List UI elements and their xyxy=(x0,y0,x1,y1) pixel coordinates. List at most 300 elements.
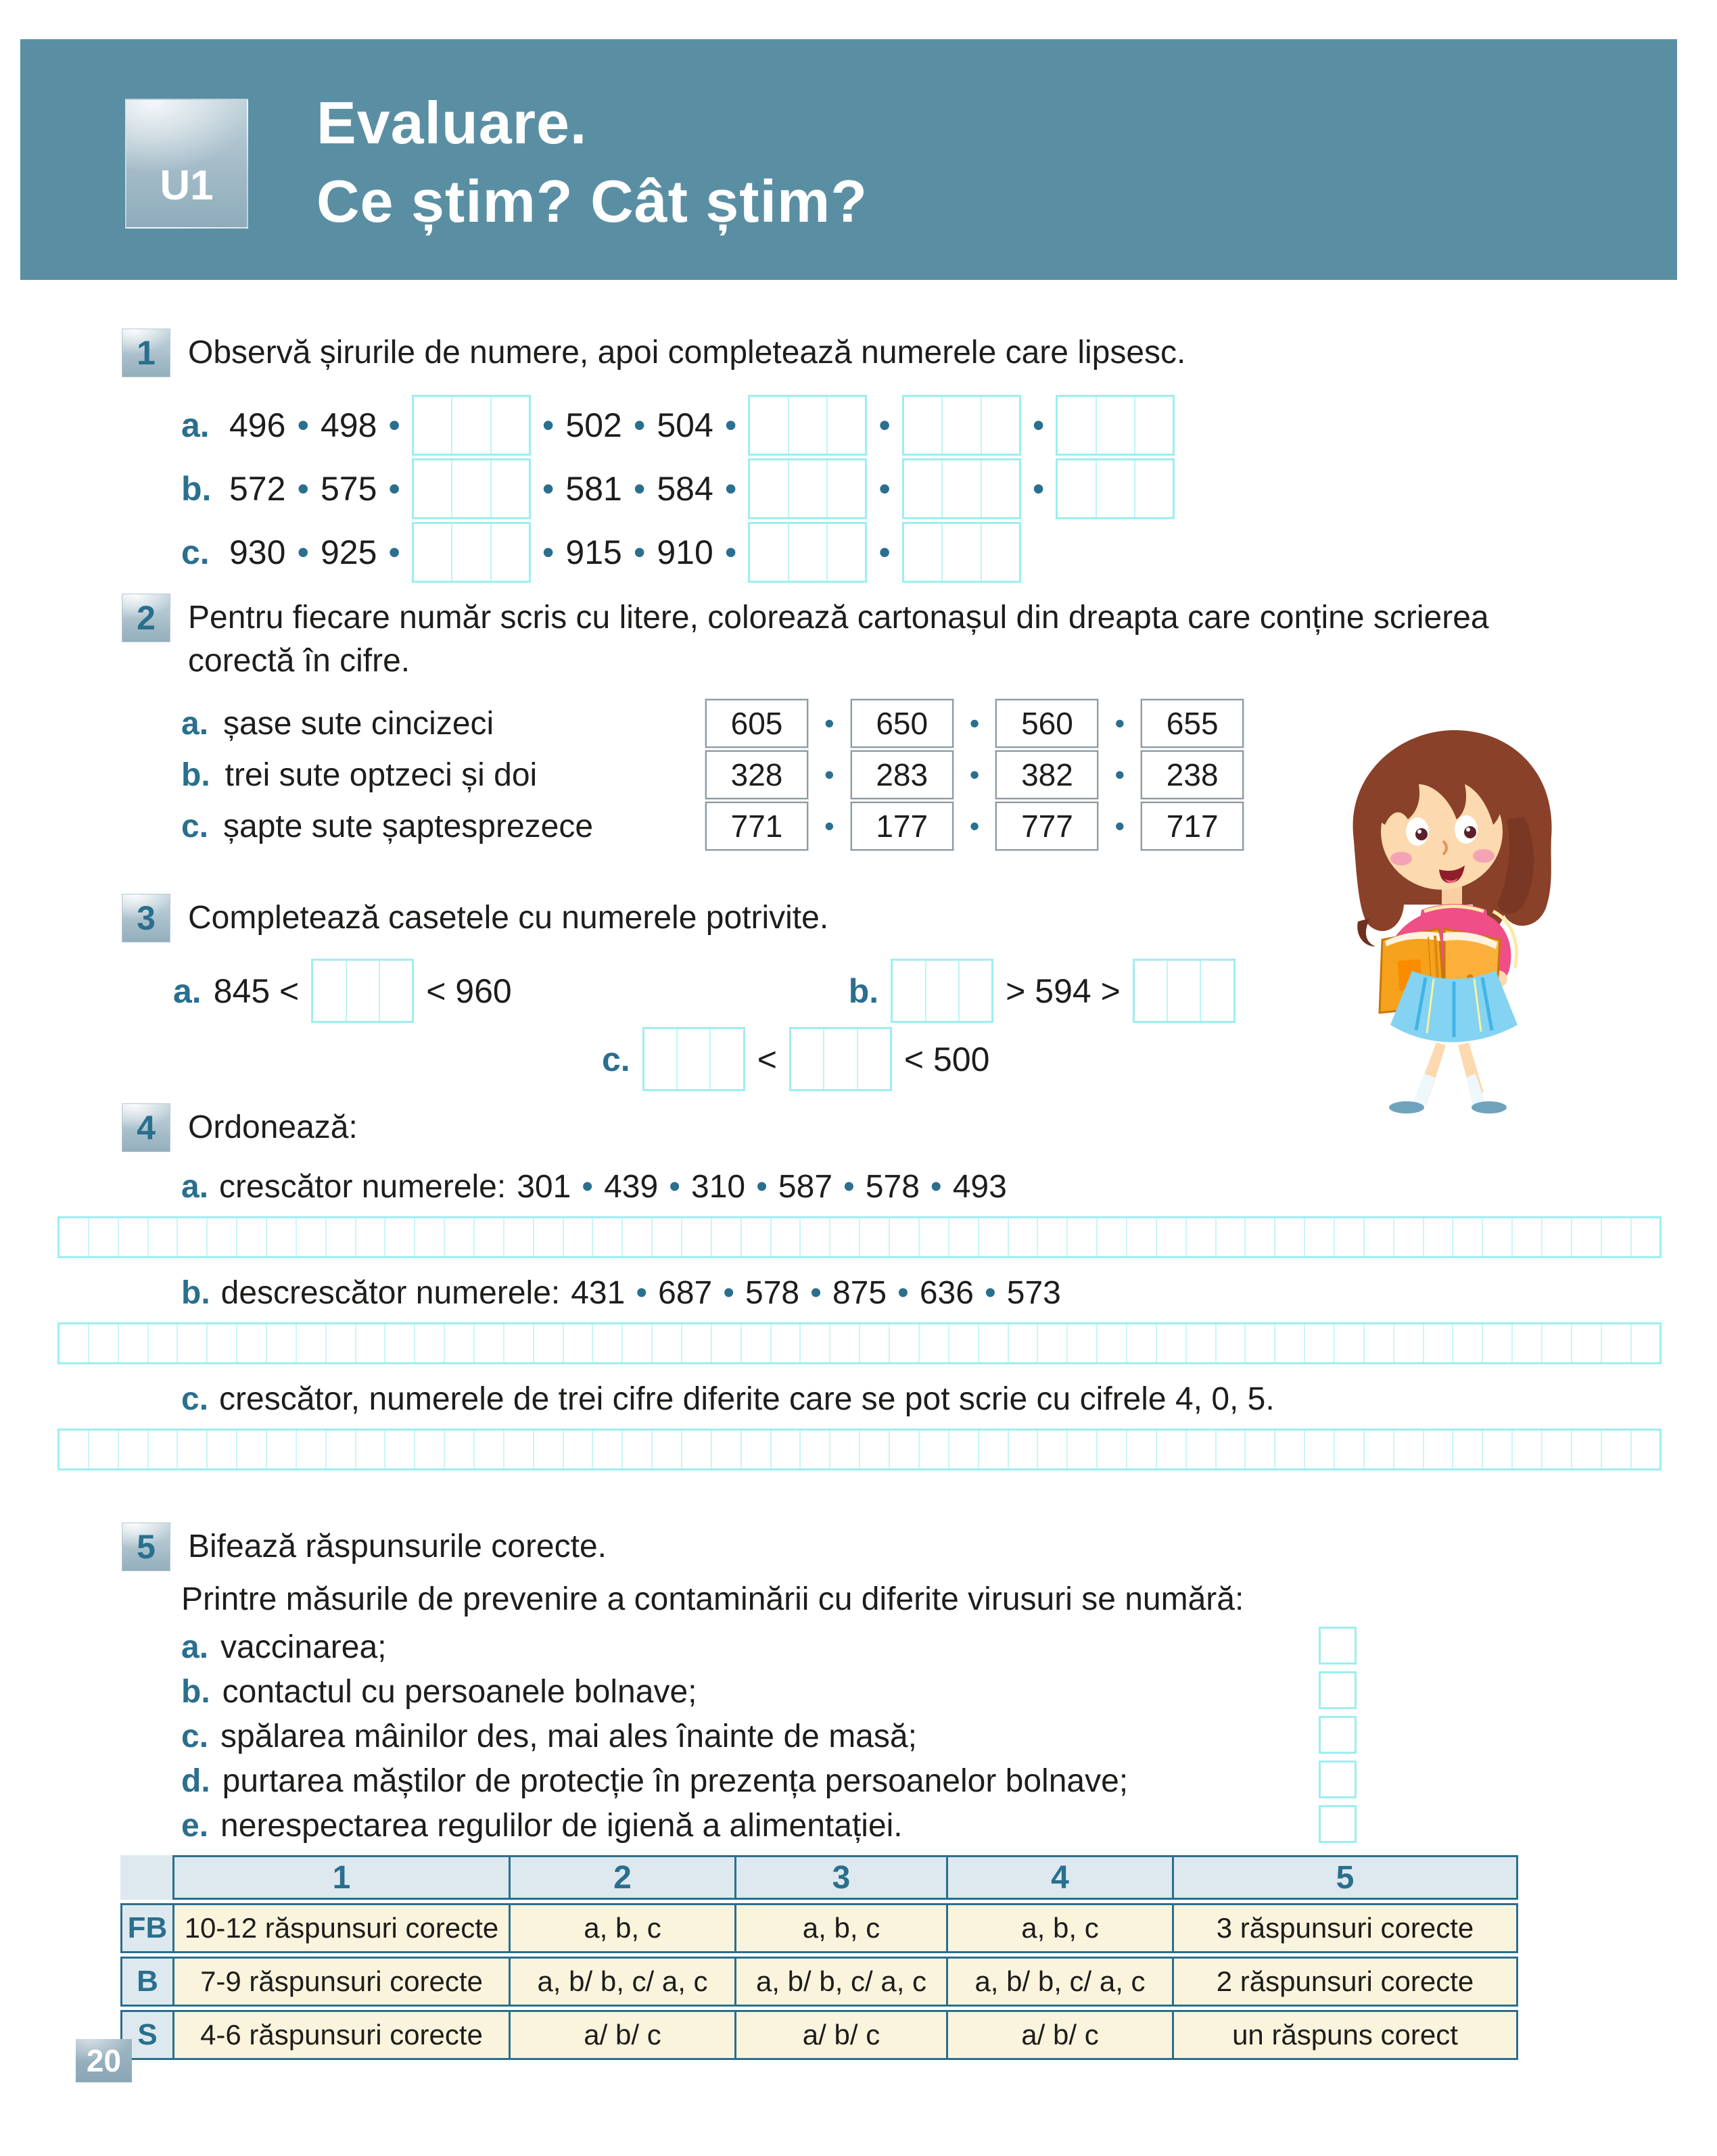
unit-label: U1 xyxy=(160,162,214,209)
strip-cell[interactable] xyxy=(918,1431,948,1468)
ordering-number: 431 xyxy=(571,1275,626,1311)
table-header-row xyxy=(120,1855,1518,1900)
box-cell[interactable] xyxy=(904,397,941,454)
exercise-prompt: Observă șirurile de numere, apoi completează numerele care lipsesc. xyxy=(188,335,1186,370)
strip-cell[interactable] xyxy=(1037,1218,1066,1256)
box-cell[interactable] xyxy=(826,524,865,581)
strip-cell[interactable] xyxy=(266,1218,296,1256)
strip-cell[interactable] xyxy=(1482,1324,1511,1362)
strip-cell[interactable] xyxy=(503,1431,533,1468)
strip-cell[interactable] xyxy=(1185,1324,1215,1362)
bullet-separator: • xyxy=(824,707,834,739)
bullet-separator: • xyxy=(878,406,891,444)
box-cell[interactable] xyxy=(941,524,980,581)
strip-cell[interactable] xyxy=(236,1218,266,1256)
box-cell[interactable] xyxy=(1096,397,1134,454)
strip-cell[interactable] xyxy=(88,1431,118,1468)
strip-cell[interactable] xyxy=(621,1431,651,1468)
answer-card[interactable]: 177 xyxy=(851,802,954,851)
answer-strip[interactable] xyxy=(57,1322,1662,1364)
answer-box[interactable] xyxy=(1056,395,1175,456)
box-cell[interactable] xyxy=(788,524,826,581)
strip-cell[interactable] xyxy=(1066,1324,1096,1362)
strip-cell[interactable] xyxy=(1363,1431,1393,1468)
strip-cell[interactable] xyxy=(325,1324,355,1362)
answer-box[interactable] xyxy=(748,458,867,519)
strip-cell[interactable] xyxy=(177,1324,206,1362)
strip-cell[interactable] xyxy=(1363,1324,1393,1362)
bullet-separator: • xyxy=(897,1275,909,1311)
strip-cell[interactable] xyxy=(770,1218,800,1256)
table-cell: a, b, c xyxy=(734,1903,948,1953)
table-header-cell: 2 xyxy=(509,1855,736,1900)
box-cell[interactable] xyxy=(451,460,490,517)
answer-box[interactable] xyxy=(412,458,531,519)
box-cell[interactable] xyxy=(826,460,865,517)
box-cell[interactable] xyxy=(414,397,451,454)
scoring-table xyxy=(120,1855,1518,2060)
strip-cell[interactable] xyxy=(1482,1218,1511,1256)
strip-cell[interactable] xyxy=(147,1431,177,1468)
strip-cell[interactable] xyxy=(770,1324,800,1362)
header-banner xyxy=(20,39,1677,280)
strip-cell[interactable] xyxy=(473,1324,503,1362)
strip-cell[interactable] xyxy=(1126,1431,1156,1468)
sequence-number: 930 xyxy=(229,533,286,571)
strip-cell[interactable] xyxy=(444,1218,473,1256)
answer-box[interactable] xyxy=(642,1027,745,1091)
strip-cell[interactable] xyxy=(829,1218,859,1256)
answer-box[interactable] xyxy=(902,522,1021,583)
strip-cell[interactable] xyxy=(384,1324,414,1362)
box-cell[interactable] xyxy=(857,1029,890,1089)
box-cell[interactable] xyxy=(788,397,826,454)
checkbox[interactable] xyxy=(1319,1671,1357,1709)
strip-cell[interactable] xyxy=(1423,1218,1453,1256)
strip-cell[interactable] xyxy=(651,1431,681,1468)
box-cell[interactable] xyxy=(981,397,1019,454)
strip-cell[interactable] xyxy=(1244,1324,1274,1362)
strip-cell[interactable] xyxy=(592,1218,621,1256)
strip-cell[interactable] xyxy=(1096,1324,1126,1362)
item-label: a. xyxy=(181,406,210,444)
strip-cell[interactable] xyxy=(384,1218,414,1256)
box-cell[interactable] xyxy=(904,460,941,517)
check-item-text: nerespectarea regulilor de igienă a alimentației. xyxy=(220,1807,903,1844)
box-cell[interactable] xyxy=(981,460,1019,517)
item-label: e. xyxy=(181,1807,209,1844)
strip-cell[interactable] xyxy=(1423,1431,1453,1468)
strip-cell[interactable] xyxy=(978,1431,1008,1468)
strip-cell[interactable] xyxy=(1334,1431,1363,1468)
strip-cell[interactable] xyxy=(296,1218,325,1256)
box-cell[interactable] xyxy=(490,397,529,454)
strip-cell[interactable] xyxy=(266,1324,296,1362)
strip-cell[interactable] xyxy=(1185,1431,1215,1468)
item-label: a. xyxy=(181,705,209,742)
table-header-cell: 5 xyxy=(1172,1855,1518,1900)
strip-cell[interactable] xyxy=(206,1218,236,1256)
strip-cell[interactable] xyxy=(799,1431,829,1468)
answer-box[interactable] xyxy=(748,522,867,583)
strip-cell[interactable] xyxy=(503,1218,533,1256)
strip-cell[interactable] xyxy=(236,1324,266,1362)
girl-reading-illustration xyxy=(1323,707,1588,1116)
answer-card[interactable]: 283 xyxy=(851,750,954,799)
strip-cell[interactable] xyxy=(177,1431,206,1468)
strip-cell[interactable] xyxy=(1244,1431,1274,1468)
answer-card[interactable]: 655 xyxy=(1141,699,1244,748)
strip-cell[interactable] xyxy=(1630,1324,1660,1362)
strip-cell[interactable] xyxy=(147,1324,177,1362)
strip-cell[interactable] xyxy=(1185,1218,1215,1256)
sequence-number: 572 xyxy=(229,470,286,508)
check-item-b xyxy=(181,1669,1717,1714)
strip-cell[interactable] xyxy=(918,1218,948,1256)
strip-cell[interactable] xyxy=(325,1218,355,1256)
strip-cell[interactable] xyxy=(621,1218,651,1256)
strip-cell[interactable] xyxy=(1393,1324,1423,1362)
strip-cell[interactable] xyxy=(1393,1431,1423,1468)
strip-cell[interactable] xyxy=(889,1324,918,1362)
strip-cell[interactable] xyxy=(948,1218,978,1256)
box-cell[interactable] xyxy=(1135,961,1167,1021)
strip-cell[interactable] xyxy=(1511,1218,1541,1256)
row-label-cell: FB xyxy=(120,1903,174,1953)
strip-cell[interactable] xyxy=(1601,1218,1630,1256)
answer-card[interactable]: 382 xyxy=(995,750,1098,799)
box-cell[interactable] xyxy=(1058,397,1095,454)
strip-cell[interactable] xyxy=(1601,1324,1630,1362)
strip-cell[interactable] xyxy=(1037,1324,1066,1362)
strip-cell[interactable] xyxy=(711,1324,740,1362)
strip-cell[interactable] xyxy=(1066,1218,1096,1256)
strip-cell[interactable] xyxy=(889,1218,918,1256)
strip-cell[interactable] xyxy=(1334,1324,1363,1362)
strip-cell[interactable] xyxy=(1452,1431,1482,1468)
box-cell[interactable] xyxy=(788,460,826,517)
answer-box[interactable] xyxy=(412,522,531,583)
strip-cell[interactable] xyxy=(414,1324,444,1362)
strip-cell[interactable] xyxy=(533,1218,563,1256)
strip-cell[interactable] xyxy=(1008,1431,1037,1468)
page-title-line2: Ce știm? Cât știm? xyxy=(316,168,868,235)
box-cell[interactable] xyxy=(1200,961,1233,1021)
strip-cell[interactable] xyxy=(948,1431,978,1468)
box-cell[interactable] xyxy=(451,397,490,454)
item-label: a. xyxy=(181,1169,209,1205)
strip-cell[interactable] xyxy=(355,1431,385,1468)
box-cell[interactable] xyxy=(490,460,529,517)
answer-box[interactable] xyxy=(748,395,867,456)
box-cell[interactable] xyxy=(1134,397,1173,454)
strip-cell[interactable] xyxy=(1156,1324,1185,1362)
answer-box[interactable] xyxy=(902,458,1021,519)
strip-cell[interactable] xyxy=(1601,1431,1630,1468)
strip-cell[interactable] xyxy=(355,1218,385,1256)
strip-cell[interactable] xyxy=(1274,1431,1304,1468)
strip-cell[interactable] xyxy=(296,1324,325,1362)
strip-cell[interactable] xyxy=(948,1324,978,1362)
strip-cell[interactable] xyxy=(1571,1431,1601,1468)
answer-box[interactable] xyxy=(1056,458,1175,519)
box-cell[interactable] xyxy=(791,1029,823,1089)
box-cell[interactable] xyxy=(1167,961,1200,1021)
box-cell[interactable] xyxy=(709,1029,743,1089)
exercise-number-badge: 2 xyxy=(122,594,170,642)
strip-cell[interactable] xyxy=(118,1324,147,1362)
strip-cell[interactable] xyxy=(1334,1218,1363,1256)
strip-cell[interactable] xyxy=(1156,1431,1185,1468)
strip-cell[interactable] xyxy=(681,1431,711,1468)
strip-cell[interactable] xyxy=(1274,1324,1304,1362)
strip-cell[interactable] xyxy=(1215,1431,1245,1468)
answer-box[interactable] xyxy=(891,959,993,1023)
strip-cell[interactable] xyxy=(1423,1324,1453,1362)
strip-cell[interactable] xyxy=(1215,1218,1245,1256)
box-cell[interactable] xyxy=(981,524,1019,581)
box-cell[interactable] xyxy=(676,1029,709,1089)
strip-cell[interactable] xyxy=(444,1324,473,1362)
bullet-separator: • xyxy=(633,533,646,571)
table-cell: a, b/ b, c/ a, c xyxy=(734,1957,948,2007)
unit-badge xyxy=(125,99,248,229)
strip-cell[interactable] xyxy=(592,1431,621,1468)
answer-card[interactable]: 328 xyxy=(705,750,808,799)
answer-card[interactable]: 771 xyxy=(705,802,808,851)
strip-cell[interactable] xyxy=(1571,1218,1601,1256)
strip-cell[interactable] xyxy=(1126,1218,1156,1256)
strip-cell[interactable] xyxy=(1511,1324,1541,1362)
checkbox[interactable] xyxy=(1319,1805,1357,1843)
strip-cell[interactable] xyxy=(236,1431,266,1468)
bullet-separator: • xyxy=(542,533,555,571)
strip-cell[interactable] xyxy=(414,1218,444,1256)
strip-cell[interactable] xyxy=(1096,1218,1126,1256)
strip-cell[interactable] xyxy=(473,1218,503,1256)
strip-cell[interactable] xyxy=(1008,1324,1037,1362)
strip-cell[interactable] xyxy=(829,1431,859,1468)
box-cell[interactable] xyxy=(893,961,924,1021)
answer-card[interactable]: 605 xyxy=(705,699,808,748)
bullet-separator: • xyxy=(878,533,891,571)
box-cell[interactable] xyxy=(925,961,958,1021)
answer-card[interactable]: 777 xyxy=(995,802,1098,851)
table-header-cell: 1 xyxy=(172,1855,511,1900)
table-cell: 7-9 răspunsuri corecte xyxy=(172,1957,511,2007)
box-cell[interactable] xyxy=(750,397,787,454)
answer-box[interactable] xyxy=(1133,959,1236,1023)
box-cell[interactable] xyxy=(823,1029,856,1089)
bullet-separator: • xyxy=(969,759,980,790)
strip-cell[interactable] xyxy=(206,1324,236,1362)
strip-cell[interactable] xyxy=(711,1431,740,1468)
strip-cell[interactable] xyxy=(918,1324,948,1362)
strip-cell[interactable] xyxy=(1363,1218,1393,1256)
bullet-separator: • xyxy=(824,810,834,842)
check-item-d xyxy=(181,1758,1717,1803)
strip-cell[interactable] xyxy=(651,1324,681,1362)
box-cell[interactable] xyxy=(313,961,345,1021)
sequence-number: 504 xyxy=(657,406,713,444)
answer-box[interactable] xyxy=(311,959,414,1023)
strip-cell[interactable] xyxy=(296,1431,325,1468)
strip-cell[interactable] xyxy=(1274,1218,1304,1256)
ordering-number: 439 xyxy=(604,1169,659,1205)
strip-cell[interactable] xyxy=(533,1431,563,1468)
strip-cell[interactable] xyxy=(978,1218,1008,1256)
check-item-a xyxy=(181,1625,1717,1669)
checkbox[interactable] xyxy=(1319,1627,1357,1664)
strip-cell[interactable] xyxy=(681,1324,711,1362)
strip-cell[interactable] xyxy=(118,1431,147,1468)
strip-cell[interactable] xyxy=(384,1431,414,1468)
strip-cell[interactable] xyxy=(1066,1431,1096,1468)
strip-cell[interactable] xyxy=(1304,1218,1334,1256)
strip-cell[interactable] xyxy=(1541,1431,1571,1468)
strip-cell[interactable] xyxy=(118,1218,147,1256)
checkbox[interactable] xyxy=(1319,1716,1357,1754)
bullet-separator: • xyxy=(297,533,309,571)
exercise-prompt: Ordonează: xyxy=(188,1109,358,1145)
strip-cell[interactable] xyxy=(1304,1431,1334,1468)
strip-cell[interactable] xyxy=(1156,1218,1185,1256)
answer-strip[interactable] xyxy=(57,1429,1662,1470)
ordering-intro: crescător numerele: xyxy=(219,1169,507,1205)
answer-card[interactable]: 650 xyxy=(851,699,954,748)
strip-cell[interactable] xyxy=(829,1324,859,1362)
strip-cell[interactable] xyxy=(711,1218,740,1256)
strip-cell[interactable] xyxy=(266,1431,296,1468)
strip-cell[interactable] xyxy=(889,1431,918,1468)
strip-cell[interactable] xyxy=(1126,1324,1156,1362)
box-cell[interactable] xyxy=(1134,460,1173,517)
box-cell[interactable] xyxy=(904,524,941,581)
strip-cell[interactable] xyxy=(651,1218,681,1256)
box-cell[interactable] xyxy=(379,961,412,1021)
comparison-text: 845 < xyxy=(213,972,300,1010)
strip-cell[interactable] xyxy=(414,1431,444,1468)
strip-cell[interactable] xyxy=(592,1324,621,1362)
checkbox[interactable] xyxy=(1319,1760,1357,1798)
strip-cell[interactable] xyxy=(177,1218,206,1256)
box-cell[interactable] xyxy=(346,961,379,1021)
strip-cell[interactable] xyxy=(1452,1218,1482,1256)
strip-cell[interactable] xyxy=(60,1218,88,1256)
item-label: d. xyxy=(181,1763,210,1799)
strip-cell[interactable] xyxy=(325,1431,355,1468)
box-cell[interactable] xyxy=(750,460,787,517)
strip-cell[interactable] xyxy=(563,1324,592,1362)
strip-cell[interactable] xyxy=(1215,1324,1245,1362)
strip-cell[interactable] xyxy=(681,1218,711,1256)
strip-cell[interactable] xyxy=(859,1431,889,1468)
strip-cell[interactable] xyxy=(473,1431,503,1468)
strip-cell[interactable] xyxy=(88,1324,118,1362)
page-title xyxy=(316,84,868,241)
item-label: b. xyxy=(181,1673,210,1710)
strip-cell[interactable] xyxy=(1304,1324,1334,1362)
bullet-separator: • xyxy=(984,1275,996,1311)
sequence-number: 584 xyxy=(657,470,713,508)
strip-cell[interactable] xyxy=(533,1324,563,1362)
box-cell[interactable] xyxy=(958,961,991,1021)
strip-cell[interactable] xyxy=(147,1218,177,1256)
check-item-text: spălarea mâinilor des, mai ales înainte de masă; xyxy=(220,1718,917,1754)
answer-card[interactable]: 717 xyxy=(1141,802,1244,851)
strip-cell[interactable] xyxy=(1008,1218,1037,1256)
strip-cell[interactable] xyxy=(88,1218,118,1256)
strip-cell[interactable] xyxy=(1244,1218,1274,1256)
strip-cell[interactable] xyxy=(859,1324,889,1362)
ordering-number: 687 xyxy=(658,1275,713,1311)
answer-box[interactable] xyxy=(412,395,531,456)
strip-cell[interactable] xyxy=(1393,1218,1423,1256)
strip-cell[interactable] xyxy=(1096,1431,1126,1468)
strip-cell[interactable] xyxy=(206,1431,236,1468)
strip-cell[interactable] xyxy=(503,1324,533,1362)
ordering-item-b xyxy=(181,1274,1717,1312)
strip-cell[interactable] xyxy=(1541,1324,1571,1362)
box-cell[interactable] xyxy=(941,460,980,517)
answer-box[interactable] xyxy=(902,395,1021,456)
box-cell[interactable] xyxy=(451,524,490,581)
strip-cell[interactable] xyxy=(563,1218,592,1256)
box-cell[interactable] xyxy=(941,397,980,454)
box-cell[interactable] xyxy=(414,524,451,581)
answer-card[interactable]: 560 xyxy=(995,699,1098,748)
strip-cell[interactable] xyxy=(60,1431,88,1468)
strip-cell[interactable] xyxy=(444,1431,473,1468)
item-label: a. xyxy=(181,1629,209,1665)
box-cell[interactable] xyxy=(826,397,865,454)
strip-cell[interactable] xyxy=(1037,1431,1066,1468)
strip-cell[interactable] xyxy=(1571,1324,1601,1362)
strip-cell[interactable] xyxy=(563,1431,592,1468)
strip-cell[interactable] xyxy=(1630,1431,1660,1468)
box-cell[interactable] xyxy=(644,1029,676,1089)
box-cell[interactable] xyxy=(1096,460,1134,517)
strip-cell[interactable] xyxy=(770,1431,800,1468)
answer-card[interactable]: 238 xyxy=(1141,750,1244,799)
strip-cell[interactable] xyxy=(1541,1218,1571,1256)
answer-box[interactable] xyxy=(789,1027,892,1091)
strip-cell[interactable] xyxy=(1452,1324,1482,1362)
sequence-number: 498 xyxy=(320,406,377,444)
bullet-separator: • xyxy=(582,1169,594,1205)
strip-cell[interactable] xyxy=(799,1324,829,1362)
box-cell[interactable] xyxy=(414,460,451,517)
strip-cell[interactable] xyxy=(1511,1431,1541,1468)
strip-cell[interactable] xyxy=(740,1218,770,1256)
strip-cell[interactable] xyxy=(740,1324,770,1362)
ordering-number: 578 xyxy=(865,1169,920,1205)
strip-cell[interactable] xyxy=(859,1218,889,1256)
strip-cell[interactable] xyxy=(1630,1218,1660,1256)
box-cell[interactable] xyxy=(1058,460,1095,517)
strip-cell[interactable] xyxy=(355,1324,385,1362)
strip-cell[interactable] xyxy=(1482,1431,1511,1468)
strip-cell[interactable] xyxy=(740,1431,770,1468)
bullet-separator: • xyxy=(724,470,737,508)
box-cell[interactable] xyxy=(490,524,529,581)
box-cell[interactable] xyxy=(750,524,787,581)
strip-cell[interactable] xyxy=(60,1324,88,1362)
strip-cell[interactable] xyxy=(978,1324,1008,1362)
answer-strip[interactable] xyxy=(57,1216,1662,1258)
strip-cell[interactable] xyxy=(621,1324,651,1362)
strip-cell[interactable] xyxy=(799,1218,829,1256)
